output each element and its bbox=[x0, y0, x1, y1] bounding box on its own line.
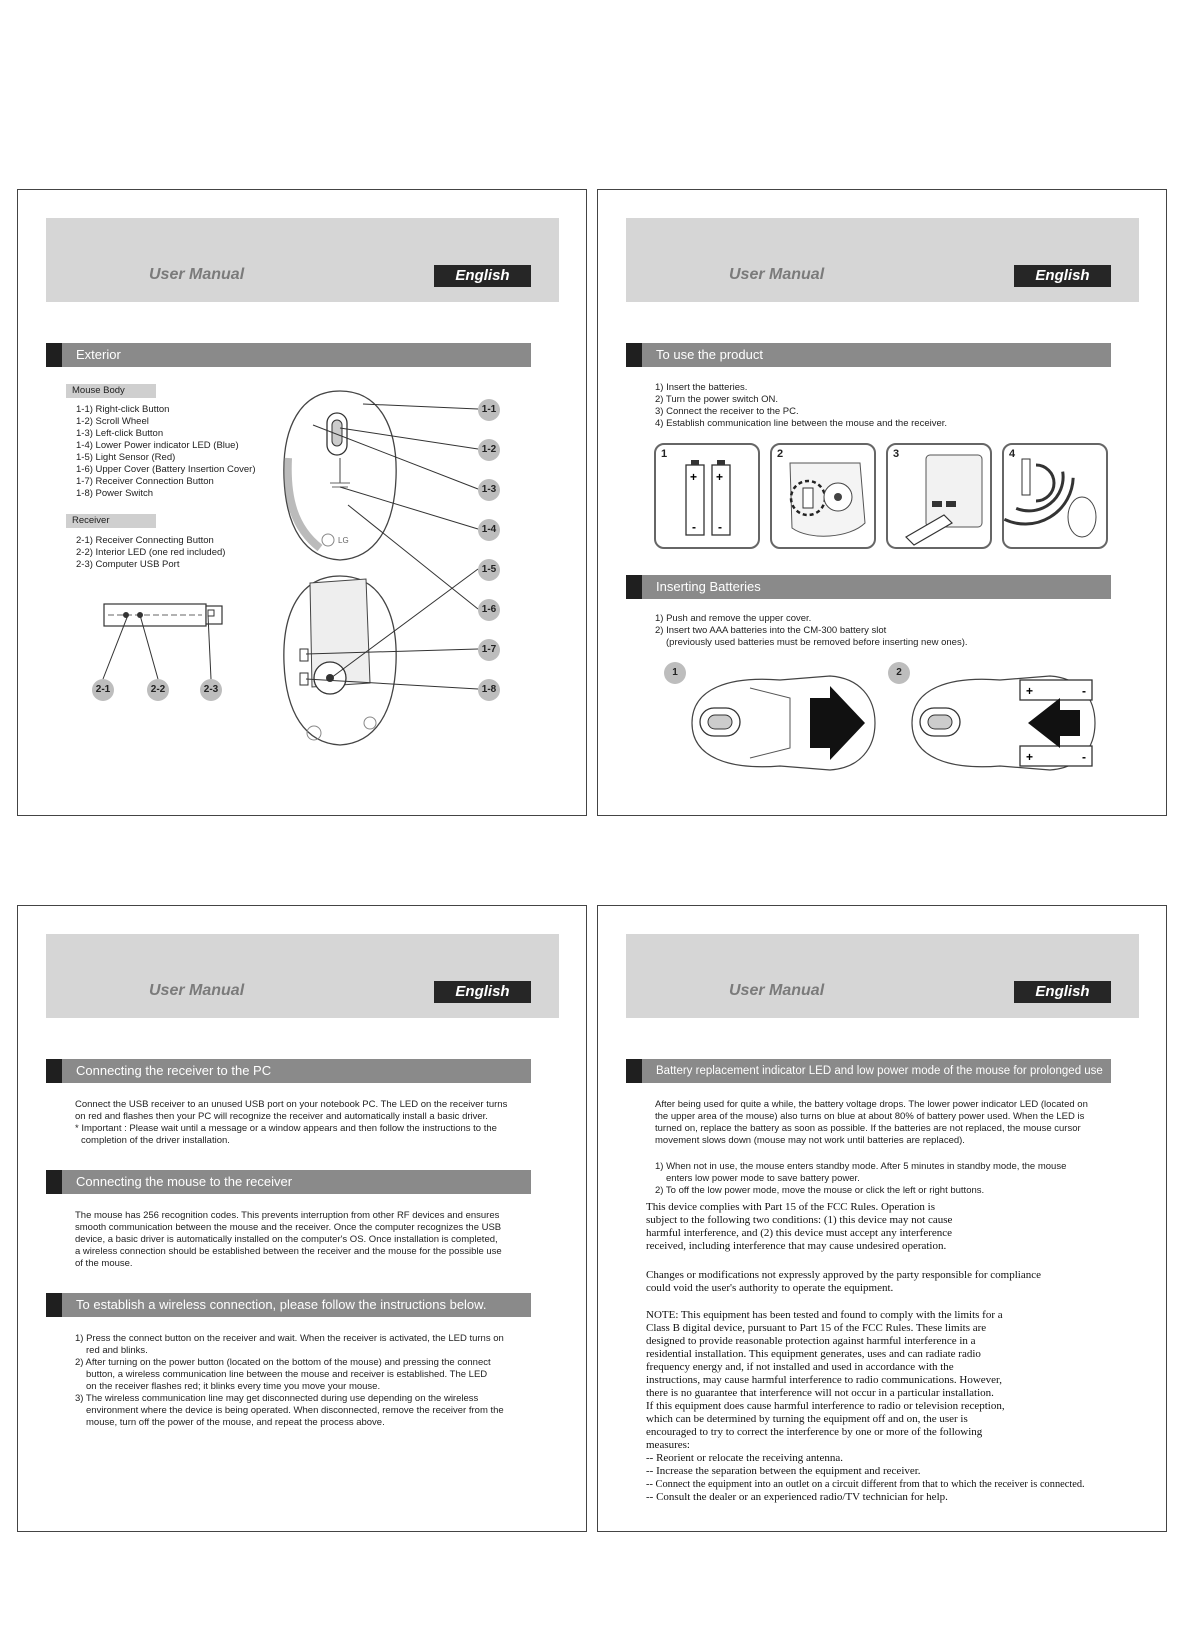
header-banner bbox=[626, 934, 1139, 1018]
callout-2-3: 2-3 bbox=[200, 679, 222, 701]
language-badge: English bbox=[1014, 981, 1111, 1003]
section-heading-mouse-receiver: Connecting the mouse to the receiver bbox=[46, 1170, 531, 1194]
remove-cover-illustration bbox=[690, 668, 880, 778]
receiver-pc-text: Connect the USB receiver to an unused USB port on your notebook PC. The LED on the receiver turns on red and flashes then your PC will recognize the receiver and automatically install a basic driver. * Important : Please wait until a message or a window appears and then follow the instructions to the completion of the driver installation. bbox=[75, 1099, 508, 1146]
list-item: 1-1) Right-click Button bbox=[76, 404, 170, 415]
callout-1-6: 1-6 bbox=[478, 599, 500, 621]
list-item: 1-3) Left-click Button bbox=[76, 428, 164, 439]
callout-1-5: 1-5 bbox=[478, 559, 500, 581]
page-use-product bbox=[597, 189, 1167, 816]
svg-text:-: - bbox=[1082, 684, 1086, 698]
callout-1-8: 1-8 bbox=[478, 679, 500, 701]
battery-figure-1-number: 1 bbox=[664, 662, 686, 684]
mouse-callout-lines bbox=[18, 190, 588, 817]
step-figure-4: 4 bbox=[1002, 443, 1108, 549]
list-item: 1-8) Power Switch bbox=[76, 488, 154, 499]
page-battery-fcc bbox=[597, 905, 1167, 1532]
callout-1-1: 1-1 bbox=[478, 399, 500, 421]
low-power-text: 1) When not in use, the mouse enters standby mode. After 5 minutes in standby mode, the mouse enters low power mode to save battery power. 2) To off the low power mode, move the mouse or click the left or right buttons. bbox=[655, 1161, 1067, 1196]
wireless-steps: 1) Press the connect button on the receiver and wait. When the receiver is activated, the LED turns on red and blinks. 2) After turning on the power button (located on the bottom of the mouse) and pressing the connect button, a wireless communication line between the mouse and receiver is established. The LED on the receiver flashes red; it blinks every time you move your mouse. 3) The wireless communication line may get disconnected during use depending on the wireless environment where the device is being operated. When disconnected, remove the receiver from the mouse, turn off the power of the mouse, and repeat the process above. bbox=[75, 1333, 504, 1428]
list-item: 2-1) Receiver Connecting Button bbox=[76, 535, 214, 546]
section-heading-receiver-pc: Connecting the receiver to the PC bbox=[46, 1059, 531, 1083]
list-item: 1-2) Scroll Wheel bbox=[76, 416, 149, 427]
page-connecting bbox=[17, 905, 587, 1532]
language-badge: English bbox=[434, 981, 531, 1003]
svg-text:+: + bbox=[1026, 684, 1034, 698]
list-item: 3) Connect the receiver to the PC. bbox=[655, 406, 799, 417]
mouse-receiver-text: The mouse has 256 recognition codes. This prevents interruption from other RF devices and ensures smooth communication between the mouse and the receiver. Once the computer recognizes the USB device, a basic driver is automatically installed on the computer's OS. Once installation is completed, a wireless connection should be established between the receiver and the mouse for the possible use of the mouse. bbox=[75, 1210, 502, 1269]
list-item: (previously used batteries must be removed before inserting new ones). bbox=[666, 637, 968, 648]
list-item: 4) Establish communication line between the mouse and the receiver. bbox=[655, 418, 948, 429]
list-item: 2) Turn the power switch ON. bbox=[655, 394, 779, 405]
section-heading-use-product: To use the product bbox=[626, 343, 1111, 367]
receiver-heading: Receiver bbox=[66, 514, 156, 528]
svg-text:+: + bbox=[716, 470, 724, 484]
callout-1-3: 1-3 bbox=[478, 479, 500, 501]
section-heading-batteries: Inserting Batteries bbox=[626, 575, 1111, 599]
list-item: 1-6) Upper Cover (Battery Insertion Cover) bbox=[76, 464, 256, 475]
batteries-icon bbox=[684, 459, 734, 539]
callout-1-4: 1-4 bbox=[478, 519, 500, 541]
list-item: 1) Insert the batteries. bbox=[655, 382, 748, 393]
svg-text:-: - bbox=[1082, 750, 1086, 764]
fcc-note: NOTE: This equipment has been tested and found to comply with the limits for a Class B digital device, pursuant to Part 15 of the FCC Rules. These limits are designed to provide reasonable protection against harmful interference in a residential installation. This equipment generates, uses and can radiate radio frequency energy and, if not installed and used in accordance with the instructions, may cause harmful interference to radio communications. However, there is no guarantee that interference will not occur in a particular installation. If this equipment does cause harmful interference to radio or television reception, which can be determined by turning the equipment off and on, the user is encouraged to try to correct the interference by one or more of the following measures: -- Reorient or relocate the receiving antenna. -- Increase the separation between the equipment and receiver. -- Connect the equipment into an outlet on a circuit different from that to which the receiver is connected. -- Consult the dealer or an experienced radio/TV technician for help. bbox=[646, 1309, 1085, 1503]
callout-1-2: 1-2 bbox=[478, 439, 500, 461]
svg-text:-: - bbox=[692, 520, 696, 534]
insert-batteries-illustration bbox=[910, 668, 1100, 778]
fcc-statement: This device complies with Part 15 of the FCC Rules. Operation is subject to the following two conditions: (1) this device may not cause harmful interference, and (2) this device must accept any interference received, including interference that may cause undesired operation. bbox=[646, 1201, 953, 1252]
section-heading-exterior: Exterior bbox=[46, 343, 531, 367]
svg-text:+: + bbox=[1026, 750, 1034, 764]
callout-2-2: 2-2 bbox=[147, 679, 169, 701]
wireless-signal-icon bbox=[1012, 451, 1102, 543]
step-figure-2: 2 bbox=[770, 443, 876, 549]
page-exterior bbox=[17, 189, 587, 816]
manual-title: User Manual bbox=[149, 266, 245, 283]
usb-connect-icon bbox=[896, 453, 986, 543]
fcc-changes: Changes or modifications not expressly approved by the party responsible for compliance could void the user's authority to operate the equipment. bbox=[646, 1269, 1041, 1294]
usage-steps bbox=[655, 382, 947, 430]
list-item: 2-2) Interior LED (one red included) bbox=[76, 547, 226, 558]
list-item: 1) Push and remove the upper cover. bbox=[655, 613, 812, 624]
svg-text:-: - bbox=[718, 520, 722, 534]
header-banner bbox=[46, 934, 559, 1018]
power-switch-icon bbox=[780, 453, 870, 543]
manual-title: User Manual bbox=[729, 266, 825, 283]
language-badge: English bbox=[434, 265, 531, 287]
list-item: 1-5) Light Sensor (Red) bbox=[76, 452, 176, 463]
lg-logo: LG bbox=[338, 536, 349, 545]
battery-led-text: After being used for quite a while, the battery voltage drops. The lower power indicator LED (located on the upper area of the mouse) also turns on blue at about 80% of battery power used. When the LED is turned on, replace the battery as soon as possible. If the batteries are not replaced, the mouse cursor movement slows down (mouse may not work until batteries are replaced). bbox=[655, 1099, 1088, 1146]
list-item: 1-4) Lower Power indicator LED (Blue) bbox=[76, 440, 239, 451]
manual-title: User Manual bbox=[729, 982, 825, 999]
step-figure-1: 1 + + - - bbox=[654, 443, 760, 549]
section-heading-wireless: To establish a wireless connection, please follow the instructions below. bbox=[46, 1293, 531, 1317]
language-badge: English bbox=[1014, 265, 1111, 287]
battery-steps bbox=[655, 613, 968, 649]
header-banner bbox=[626, 218, 1139, 302]
list-item: 2-3) Computer USB Port bbox=[76, 559, 180, 570]
callout-2-1: 2-1 bbox=[92, 679, 114, 701]
callout-1-7: 1-7 bbox=[478, 639, 500, 661]
list-item: 1-7) Receiver Connection Button bbox=[76, 476, 214, 487]
list-item: 2) Insert two AAA batteries into the CM-300 battery slot bbox=[655, 625, 887, 636]
svg-text:+: + bbox=[690, 470, 698, 484]
section-heading-battery-led: Battery replacement indicator LED and low power mode of the mouse for prolonged use bbox=[626, 1059, 1111, 1083]
manual-title: User Manual bbox=[149, 982, 245, 999]
battery-figure-2-number: 2 bbox=[888, 662, 910, 684]
step-figure-3: 3 bbox=[886, 443, 992, 549]
mouse-body-heading: Mouse Body bbox=[66, 384, 156, 398]
